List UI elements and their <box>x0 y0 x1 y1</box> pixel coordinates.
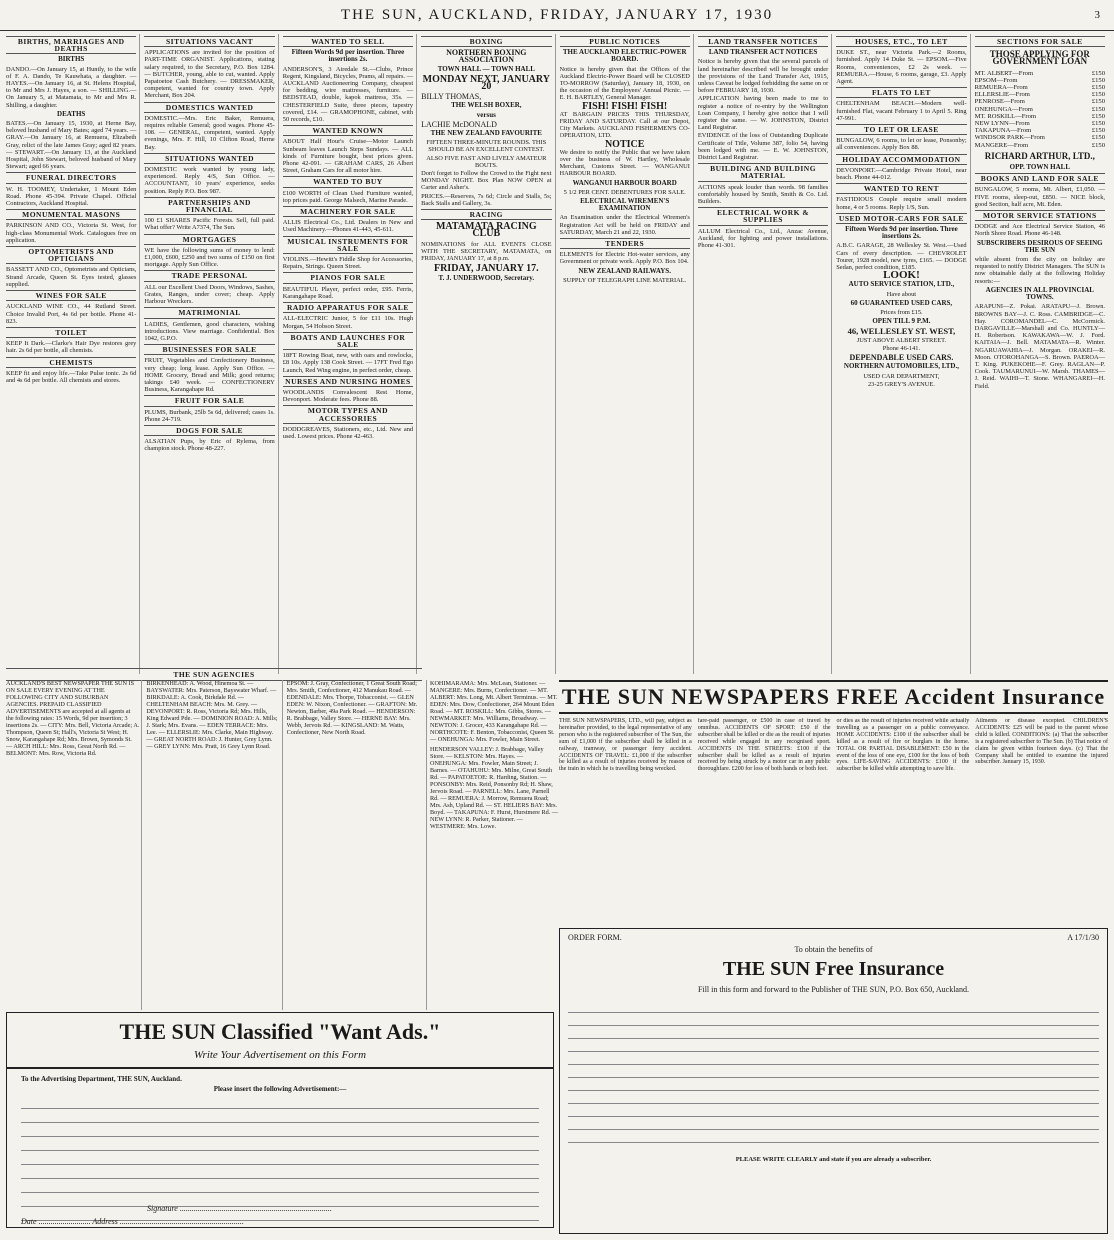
section-place: REMUERA—From <box>974 84 1028 92</box>
richard-arthur: RICHARD ARTHUR, LTD., <box>984 150 1095 161</box>
holiday-ads: DEVONPORT.—Cambridge Private Hotel, near beach. Phone 44-012. <box>836 166 967 182</box>
racing-secretary: T. J. UNDERWOOD, Secretary. <box>438 274 535 283</box>
section-price-row <box>975 91 1105 98</box>
fruit-heading: FRUIT FOR SALE <box>144 395 274 406</box>
building-ad: ACTIONS speak louder than words. 98 families comfortably housed by Smith, Smith & Co. Ltd. Builders. <box>697 183 829 206</box>
section-price-row <box>975 113 1105 120</box>
mortgages-heading: MORTGAGES <box>144 234 274 245</box>
holiday-heading: HOLIDAY ACCOMMODATION <box>836 154 966 165</box>
wanganui-notice: 5 1/2 PER CENT. DEBENTURES FOR SALE. <box>563 188 686 196</box>
auto-phone: Phone 46-141. <box>882 344 921 352</box>
auto-station-name: AUTO SERVICE STATION, LTD., <box>848 280 955 289</box>
racing-club: MATAMATA RACING CLUB <box>435 221 537 240</box>
section-price-row <box>975 142 1105 149</box>
section-price-row <box>975 106 1105 113</box>
land-transfer-notice-2: APPLICATION having been made to me to register a notice of re-entry by the Wellington Loan Company, I hereby give notice that I will register the same. — W. JOHNSTON, District Land Registrar. <box>697 95 829 132</box>
section-price-row <box>975 84 1105 91</box>
nurses-ads: WOODLANDS Convalescent Rest Home, Devonport. Moderate fees. Phone 88. <box>282 388 414 404</box>
musical-ads: VIOLINS.—Hewitt's Fiddle Shop for Accessories, Repairs, Strings. Queen Street. <box>282 256 414 271</box>
motor-service-heading: MOTOR SERVICE STATIONS <box>975 210 1105 221</box>
section-place: ELLERSLIE—From <box>974 91 1030 99</box>
flats-ads: CHELTENHAM BEACH.—Modern well-furnished Flat, vacant February 1 to April 5. Ring 47-991. <box>836 100 967 122</box>
provincial-agencies-list: ARAPUNI—Z. Pokai. ARATAPU—J. Brown. BROWNS BAY—J. C. Ross. CAMBRIDGE—C. Hay. COROMANDEL—C. McCormick. DARGAVILLE—Marshall and Co. HUNTLY—H. Robertson. KAWAKAWA—W. J. Ford. KAITAIA—J. Bell. MATAMATA—R. Winter. NGARUAWAHIA—J. Morgan. ORAKEI—R. Moon. OTOROHANGA—S. Brown. PAEROA—T. King. PUKEKOHE—F. Grey. RAGLAN—P. Cook. TAUMARUNUI—W. Marsh. THAMES—J. Reid. WAIHI—T. Stone. WHANGAREI—H. Field. <box>974 303 1105 390</box>
nurses-heading: NURSES AND NURSING HOMES <box>283 376 413 387</box>
motor-accessories-heading: MOTOR TYPES AND ACCESSORIES <box>283 405 413 423</box>
wanted-known-heading: WANTED KNOWN <box>283 125 413 136</box>
upper-columns <box>6 34 1108 674</box>
want-ads-signature-row[interactable]: Signature ............................................................................ <box>147 1204 332 1213</box>
want-ads-date-row[interactable]: Date .......................... Address .............................................................. <box>21 1217 244 1226</box>
insurance-terms-col-3: or dies as the result of injuries received while actually travelling as a passenger on a public conveyance. HOME ACCIDENTS: £100 if the subscriber shall be killed as a result of fire or burglars in the home. TOTAL OR PARTIAL DISABLEMENT: £50 in the event of the loss of one eye, £100 for the loss of both eyes. LIFE-SAVING ACCIDENTS: £100 if the subscriber be killed while attempting to save life. <box>836 718 970 773</box>
auto-have: Have about <box>886 290 917 298</box>
agencies-column-5-text: HENDERSON VALLEY: J. Brabbage, Valley Store. — KELSTON: Mrs. Hayes. — ONEHUNGA: Mrs. Fowler, Main Street; J. Barnes. — OTAHUHU: Mrs. Milne, Great South Rd. — PAPATOETOE: R. Harding, Station. — PONSONBY: Mrs. Reid, Ponsonby Rd; H. Shaw, Jervois Road. — PARNELL: Mrs. Lane, Parnell Rd. — REMUERA: J. Morrow, Remuera Road; Mrs. Ash, Upland Rd. — ST. HELIERS BAY: Mrs. Boyd. — TAKAPUNA: F. Hurst, Hurstmere Rd. — NEW LYNN: R. Parker, Stationer. — WESTMERE: Mrs. Lowe. <box>430 746 558 830</box>
richard-arthur-address: OPP. TOWN HALL <box>1009 163 1070 172</box>
government-loan-title: THOSE APPLYING FOR GOVERNMENT LOAN <box>989 49 1090 67</box>
subscribers-heading: SUBSCRIBERS DESIROUS OF SEEING THE SUN <box>977 238 1103 254</box>
agencies-column-4 <box>426 680 558 1010</box>
want-ads-recipient: To the Advertising Department, THE SUN, Auckland. <box>21 1075 182 1083</box>
section-price: £150 <box>1091 120 1105 128</box>
sections-heading: SECTIONS FOR SALE <box>975 36 1105 47</box>
agencies-column-4-text: KOHIMARAMA: Mrs. McLean, Stationer. — MANGERE: Mrs. Burns, Confectioner. — MT. ALBERT: Mrs. Long, Mt. Albert Terminus. — MT. EDEN: Mrs. Dow, Confectioner, 264 Mount Eden Road. — MT. ROSKILL: Mrs. Gibbs, Stores. — NEWMARKET: Mrs. Williams, Broadway. — NEWTON: J. Grocer, 433 Karangahape Rd. — NORTHCOTE: F. Benton, Tobacconist, Queen St. — ONEHUNGA: Mrs. Fowler, Main Street. <box>430 680 558 743</box>
section-price-row <box>975 77 1105 84</box>
fruit-ads: PLUMS, Burbank, 25lb 5s 6d, delivered; cases 1s. Phone 24-719. <box>144 408 275 423</box>
order-obtain-text: To obtain the benefits of <box>794 945 873 954</box>
tenders-ad: ELEMENTS for Electric Hot-water services, any Government or private work. Apply P.O. Box 104. <box>559 251 690 266</box>
section-price: £150 <box>1091 84 1105 92</box>
monumental-heading: MONUMENTAL MASONS <box>6 209 136 220</box>
optometrists-heading: OPTOMETRISTS AND OPTICIANS <box>6 246 136 264</box>
let-lease-ads: BUNGALOW, 6 rooms, to let or lease, Ponsonby; all conveniences. Apply Box 88. <box>836 137 967 152</box>
motor-accessories-ads: DODDGREAVES, Stationers, etc., Ltd. New and used. Lowest prices. Phone 42-463. <box>282 425 414 440</box>
order-fill-instructions: Fill in this form and forward to the Publisher of THE SUN, P.O. Box 650, Auckland. <box>698 985 969 994</box>
boxing-booking: Don't forget to Follow the Crowd to the Fight next MONDAY NIGHT. Box Plan NOW OPEN at Carter and Asher's. <box>421 170 552 192</box>
births-marriages-deaths-heading: BIRTHS, MARRIAGES AND DEATHS <box>6 36 136 54</box>
want-ads-form <box>6 1012 554 1228</box>
optometrists-ad: BASSETT AND CO., Optometrists and Opticians, Strand Arcade, Queen St. Eyes tested, glasses supplied. <box>6 266 137 288</box>
section-price: £150 <box>1091 98 1105 106</box>
boxing-prelims: ALSO FIVE FAST AND LIVELY AMATEUR BOUTS. <box>426 154 547 169</box>
northern-address: 23-25 GREY'S AVENUE. <box>867 380 935 388</box>
dogs-heading: DOGS FOR SALE <box>144 425 274 436</box>
section-price-row <box>975 70 1105 77</box>
wanted-to-sell-rates: Fifteen Words 9d per insertion. Three insertions 2s. <box>291 48 405 64</box>
sun-agencies-heading: THE SUN AGENCIES <box>6 668 422 681</box>
northern-automobiles: NORTHERN AUTOMOBILES, LTD., <box>843 362 959 371</box>
wanganui-heading: WANGANUI HARBOUR BOARD <box>572 178 677 187</box>
power-board-heading: THE AUCKLAND ELECTRIC-POWER BOARD. <box>562 48 687 64</box>
electrical-exam-heading: ELECTRICAL WIREMEN'S EXAMINATION <box>580 197 670 213</box>
section-place: NEW LYNN—From <box>974 120 1030 128</box>
date-label: Date <box>21 1217 37 1226</box>
situations-vacant-ads: APPLICATIONS are invited for the position of PART-TIME ORGANIST. Applications, stating salary required, to the Secretary, P.O. Box 1284. — BUTCHER, young, able to cut, wanted. Apply Papatoetoe Cash Butchery. — DRESSMAKER, competent, wanted for country town. Apply Merchant, Box 204. <box>144 49 275 100</box>
land-transfer-notice-1: Notice is hereby given that the several parcels of land hereinafter described will be brought under the provisions of the Land Transfer Act, 1915, unless Caveat be lodged forbidding the same on or before FEBRUARY 18, 1930. <box>697 58 829 95</box>
section-place: TAKAPUNA—From <box>974 127 1032 135</box>
section-price: £150 <box>1091 76 1105 84</box>
section-place: WINDSOR PARK—From <box>974 134 1045 142</box>
column-sections <box>975 34 1108 674</box>
electrical-exam-notice: An Examination under the Electrical Wiremen's Registration Act will be held on FRIDAY and SATURDAY, March 21 and 22, 1930. <box>559 214 690 236</box>
column-boxing <box>421 34 555 674</box>
used-motor-rates: Fifteen Words 9d per insertion. Three insertions 2s. <box>845 225 958 241</box>
wanted-to-sell-heading: WANTED TO SELL <box>283 36 413 47</box>
boxing-heading: BOXING <box>421 36 551 47</box>
radio-heading: RADIO APPARATUS FOR SALE <box>283 302 413 313</box>
wines-heading: WINES FOR SALE <box>6 290 136 301</box>
want-ads-instruction: Please insert the following Advertisement:— <box>213 1085 347 1093</box>
power-board-notice: Notice is hereby given that the Offices of the Auckland Electric-Power Board will be CLOSED TO-MORROW (Saturday), January 18, 1930, on the occasion of the Employees' Annual Picnic. — E. H. BARTLEY, General Manager. <box>559 65 690 102</box>
insurance-order-form <box>559 928 1108 1234</box>
want-ads-subtitle: Write Your Advertisement on this Form <box>7 1049 553 1069</box>
births-heading: BIRTHS <box>58 55 85 64</box>
notice-heading: NOTICE <box>604 138 645 150</box>
houses-ads: DUKE ST., near Victoria Park.—2 Rooms, furnished. Apply 14 Duke St. — EPSOM.—Five Rooms, conveniences, £2 2s week. — REMUERA.—House, 6 rooms, garage, £3. Apply Agent. <box>836 49 967 86</box>
insurance-terms-col-1: THE SUN NEWSPAPERS, LTD., will pay, subject as hereinafter provided, to the legal representative of any person who is the registered subscriber of The Sun, the sum of £1,000 if the subscriber shall be killed in a railway, tramway, or passenger ferry accident. ACCIDENTS OF TRAVEL: £1,000 if the subscriber be killed as a result of injuries received by reason of the train in which he is travelling being wrecked. <box>559 718 692 773</box>
matrimonial-heading: MATRIMONIAL <box>144 307 274 318</box>
provincial-agencies-heading: AGENCIES IN ALL PROVINCIAL TOWNS. <box>985 285 1094 302</box>
domestics-heading: DOMESTICS WANTED <box>144 102 274 113</box>
order-form-title: THE SUN Free Insurance <box>722 958 945 980</box>
auto-address-2: JUST ABOVE ALBERT STREET. <box>856 336 947 344</box>
businesses-heading: BUSINESSES FOR SALE <box>144 344 274 355</box>
dogs-ads: ALSATIAN Pups, by Eric of Rylema, from champion stock. Phone 48-227. <box>144 438 275 453</box>
insurance-title: THE SUN NEWSPAPERS FREE Accident Insurance <box>559 680 1108 714</box>
chemists-ad: KEEP fit and enjoy life.—Take Pulse tonic. 2s 6d and 4s 6d per bottle. All chemists and stores. <box>6 369 137 384</box>
section-price-row <box>975 98 1105 105</box>
wanted-to-buy-heading: WANTED TO BUY <box>283 176 413 187</box>
public-notices-heading: PUBLIC NOTICES <box>560 36 690 47</box>
auto-price: Prices from £15. <box>880 309 923 317</box>
fish-notice: AT BARGAIN PRICES THIS THURSDAY, FRIDAY AND SATURDAY. Call at our Depot, City Markets. AUCKLAND FISHERMEN'S CO-OPERATION, LTD. <box>559 110 690 140</box>
section-place: EPSOM—From <box>974 76 1018 84</box>
partnerships-heading: PARTNERSHIPS AND FINANCIAL <box>144 197 274 215</box>
funeral-heading: FUNERAL DIRECTORS <box>6 172 136 183</box>
wanted-rent-ads: FASTIDIOUS Couple require small modern home, 4 or 5 rooms. Reply 1/S, Sun. <box>836 196 967 211</box>
fighter-one-note: THE WELSH BOXER, <box>451 101 522 110</box>
toilet-heading: TOILET <box>6 327 136 338</box>
section-place: MANGERE—From <box>974 141 1029 149</box>
section-price: £150 <box>1091 91 1105 99</box>
column-land-transfer <box>698 34 832 674</box>
fighter-two: LACHIE McDONALD <box>421 119 497 129</box>
fighter-one: BILLY THOMAS, <box>421 92 482 102</box>
fighter-two-note: THE NEW ZEALAND FAVOURITE <box>430 129 542 138</box>
section-place: ONEHUNGA—From <box>974 105 1033 113</box>
section-price: £150 <box>1091 134 1105 142</box>
used-motor-ads: A.B.C. GARAGE, 28 Wellesley St. West.—Used Cars of every description. — CHEVROLET Tourer, 1928 model, new tyres, £165. — DODGE Sedan, perfect condition, £185. <box>836 242 967 272</box>
section-place: MT. ALBERT—From <box>974 69 1034 77</box>
let-lease-heading: TO LET OR LEASE <box>836 124 966 135</box>
racing-heading: RACING <box>421 209 551 220</box>
chemists-heading: CHEMISTS <box>6 357 136 368</box>
boxing-rounds: FIFTEEN THREE-MINUTE ROUNDS. THIS SHOULD BE AN EXCELLENT CONTEST. <box>426 139 547 154</box>
deaths-heading: DEATHS <box>57 109 86 118</box>
dependable-cars: DEPENDABLE USED CARS. <box>849 353 954 363</box>
auto-cars: 60 GUARANTEED USED CARS, <box>850 298 953 307</box>
flats-heading: FLATS TO LET <box>836 87 966 98</box>
want-ads-title: THE SUN Classified "Want Ads." <box>119 1019 441 1044</box>
boats-ads: 18FT Rowing Boat, new, with oars and rowlocks, £8 10s. Apply 138 Cook Street. — 17FT Fred Ego Launch, Red Wing engine, in perfect order, cheap. <box>282 352 414 374</box>
section-price: £150 <box>1091 69 1105 77</box>
pianos-heading: PIANOS FOR SALE <box>283 272 413 283</box>
wanted-to-sell-ads: ANDERSON'S, 3 Airedale St.—Clubs, Prince Regent, Kingsland, Bicycles, Prams, all repairs. — AUCKLAND Auctioneering Company, cheapest for bedding, wire mattresses, furniture. — BEDSTEAD, double, kapok mattress, 35s. — CHESTERFIELD Suite, three pieces, tapestry covered, £14. — GRAMOPHONE, cabinet, with 50 records, £10. <box>282 65 414 124</box>
machinery-heading: MACHINERY FOR SALE <box>283 206 413 217</box>
deaths-notices: BATES.—On January 15, 1930, at Herne Bay, beloved husband of Mary Bates; aged 74 years. — GRAY.—On January 16, at Remuera, Elizabeth Gray, relict of the late James Gray; aged 82 years. — STEWART.—On January 13, at the Auckland Hospital, John Stewart, beloved husband of Mary Stewart; aged 66 years. <box>6 120 137 171</box>
racing-notice: NOMINATIONS for ALL EVENTS CLOSE WITH THE SECRETARY, MATAMATA, on FRIDAY, JANUARY 17, at 8 p.m. <box>421 240 552 263</box>
wanted-rent-heading: WANTED TO RENT <box>836 183 966 194</box>
racing-date: FRIDAY, JANUARY 17. <box>433 263 539 275</box>
versus-label: versus <box>476 110 496 119</box>
section-price: £150 <box>1091 112 1105 120</box>
funeral-ad: W. H. TOOMEY, Undertaker, 1 Mount Eden Road. Phone 45-394. Private Chapel. Official Contractors, Auckland Hospital. <box>6 185 137 208</box>
section-price-list <box>975 70 1105 149</box>
order-form-label: ORDER FORM. <box>568 933 622 942</box>
used-motor-heading: USED MOTOR-CARS FOR SALE <box>836 213 966 224</box>
section-price-row <box>975 134 1105 141</box>
column-houses-cars <box>836 34 970 674</box>
boxing-date: MONDAY NEXT, JANUARY 20 <box>422 73 550 93</box>
insurance-terms-col-4: Ailments or disease excepted. CHILDREN'S ACCIDENTS: £25 will be paid to the parent whose child is killed. CONDITIONS: (a) That the subscriber is a registered subscriber to The Sun. (b) That notice of claim be given within fourteen days. (c) That the Company shall be entitled to examine the injured subscriber. January 15, 1930. <box>975 718 1108 766</box>
section-price-row <box>975 127 1105 134</box>
electrical-work-heading: ELECTRICAL WORK & SUPPLIES <box>698 207 828 225</box>
subscribers-text: while absent from the city on holiday are requested to notify District Managers. The SUN is now obtainable daily at the following Holiday resorts:— <box>974 256 1105 285</box>
businesses-ads: FRUIT, Vegetables and Confectionery Business, very cheap; long lease. Apply Sun Office. — HOME Grocery, Bread and Milk; good returns; takings £40 week. — CONFECTIONERY Business, Karangahape Rd. <box>144 357 275 394</box>
auto-open: OPEN TILL 9 P.M. <box>872 317 931 326</box>
building-heading: BUILDING AND BUILDING MATERIAL <box>698 163 828 181</box>
railways-notice: SUPPLY OF TELEGRAPH LINE MATERIAL. <box>563 276 687 284</box>
agencies-column-1: AUCKLAND'S BEST NEWSPAPER THE SUN IS ON SALE EVERY EVENING AT THE FOLLOWING CITY AND SUBURBAN AGENCIES. PREPAID CLASSIFIED ADVERTISEMENTS are accepted at all agents at the following rates: 15 Words, 9d per insertion; 3 insertions 2s. — CITY: Mrs. Bell, Victoria Arcade; A. Thompson, Queen St; Hall's, Victoria St West; H. Snow, Karangahape Rd; Mrs. Brown, Symonds St. — ARCH HILL: Mrs. Ross, Great North Rd. — BELMONT: Mrs. Row, Victoria Rd. <box>6 680 142 1010</box>
trade-personal-ads: ALL our Excellent Used Doors, Windows, Sashes, Grates, Ranges, under cover; cheap. Apply Harbour Wreckers. <box>144 283 275 306</box>
page-number: 3 <box>1094 9 1102 21</box>
boats-heading: BOATS AND LAUNCHES FOR SALE <box>283 332 413 350</box>
section-price: £150 <box>1091 105 1105 113</box>
land-transfer-heading: LAND TRANSFER NOTICES <box>698 36 828 47</box>
order-form-header <box>568 933 1099 942</box>
boxing-association: NORTHERN BOXING ASSOCIATION <box>446 48 527 65</box>
tenders-heading: TENDERS <box>560 238 690 249</box>
masthead <box>0 0 1114 31</box>
houses-heading: HOUSES, ETC., TO LET <box>836 36 966 47</box>
wanted-to-buy-ads: £100 WORTH of Clean Used Furniture wanted, top prices paid. George Malsech, Marine Parade. <box>282 189 414 204</box>
monumental-ad: PARKINSON AND CO., Victoria St. West, for high-class Monumental Work. Catalogues free on application. <box>6 222 137 244</box>
insurance-terms-col-2: fare-paid passenger, or £500 in case of travel by omnibus. ACCIDENTS OF SPORT: £50 if the subscriber shall be killed or die as the result of injuries received while engaged in any recognised sport. ACCIDENTS IN THE STREETS: £100 if the subscriber shall be killed as a result of injuries received by being struck by a motor car in any public thoroughfare. £200 for loss of both hands or both feet. <box>697 718 831 773</box>
land-transfer-act: LAND TRANSFER ACT NOTICES <box>708 48 818 57</box>
situations-vacant-heading: SITUATIONS VACANT <box>144 36 274 47</box>
mortgages-ads: WE have the following sums of money to lend: £1,000, £600, £250 and two sums of £150 on first mortgage. Apply Sun Office. <box>144 246 275 269</box>
column-public-notices <box>560 34 694 674</box>
births-notices: DANDO.—On January 15, at Huntly, to the wife of F. A. Dando, Te Kauwhata, a daughter. — HAYES.—On January 16, at St. Helens Hospital, to Mr and Mrs J. Hayes, a son. — SHILLING.—On January 5, at Matamata, to Mr and Mrs R. Shilling, a daughter. <box>6 65 137 109</box>
insurance-terms <box>559 718 1108 868</box>
wanted-known-ads: ABOUT Half Hour's Cruise—Motor Launch Sunbeam leaves Launch Steps Sundays. — ALL kinds of Furniture bought, best prices given. Phone 42-091. — GRAHAM CARS, 26 Albert Street, Graham Cars for all motor hire. <box>282 138 414 175</box>
partnerships-ads: 100 £1 SHARES Pacific Forests. Sell, full paid. What offer? Write A7374, The Sun. <box>144 217 275 232</box>
address-label: Address <box>92 1217 118 1226</box>
machinery-ads: ALLIS Electrical Co., Ltd. Dealers in New and Used Machinery.—Phones 41-443, 45-611. <box>282 219 414 234</box>
boxing-venue: TOWN HALL — TOWN HALL <box>437 64 535 73</box>
agencies-column-3: EPSOM: J. Gray, Confectioner, 1 Great South Road; Mrs. Smith, Confectioner, 412 Manukau Road. — EDENDALE: Mrs. Thorpe, Tobacconist. — GLEN EDEN: W. Nixon, Confectioner. — GRAFTON: Mr. Newton, Barber, 49a Park Road. — HENDERSON: R. Brabbage, Valley Store. — HERNE BAY: Mrs. Webb, Jervois Rd. — KINGSLAND: M. Watts, Confectioner, New North Road. <box>286 680 418 736</box>
situations-wanted-heading: SITUATIONS WANTED <box>144 153 274 164</box>
look-heading: LOOK! <box>883 269 920 282</box>
trade-personal-heading: TRADE PERSONAL <box>144 270 274 281</box>
order-form-lines[interactable] <box>568 1000 1099 1150</box>
section-price-row <box>975 120 1105 127</box>
northern-dept: USED CAR DEPARTMENT, <box>863 372 940 380</box>
radio-ads: ALL-ELECTRIC Junior, 5 for £11 10s. Hugh Morgan, 54 Hobson Street. <box>282 315 414 330</box>
railways-heading: NEW ZEALAND RAILWAYS. <box>578 266 671 275</box>
section-price: £150 <box>1091 127 1105 135</box>
agencies-column-2: BIRKENHEAD: A. Wood, Hinemoa St. — BAYSWATER: Mrs. Paterson, Bayswater Wharf. — BIRKDALE: A. Cook, Birkdale Rd. — CHELTENHAM BEACH: Mrs. M. Grey. — DEVONPORT: R. Ross, Victoria Rd; Mrs. Hills, King Edward Pde. — DOMINION ROAD: A. Mills; J. Stark; Mrs. Evans. — EDEN TERRACE: Mrs. Lee. — ELLERSLIE: Mrs. Clarke, Main Highway. — GREAT NORTH ROAD: J. Hunter, Grey Lynn. — GREY LYNN: Mrs. Pratt, 16 Grey Lynn Road. <box>146 680 282 1010</box>
boxing-prices: PRICES.—Reserves, 7s 6d; Circle and Stalls, 5s; Back Stalls and Gallery, 3s. <box>421 192 552 207</box>
column-births-deaths <box>6 34 140 674</box>
motor-service-ads: DODGE and Ace Electrical Service Station, 46 North Shore Road. Phone 46-148. <box>974 223 1105 238</box>
masthead-title: THE SUN, AUCKLAND, FRIDAY, JANUARY 17, 1930 <box>340 7 774 23</box>
land-transfer-notice-3: EVIDENCE of the loss of Outstanding Duplicate Certificate of Title, Volume 387, folio 54, having been lodged with me. — E. W. JOHNSTON, District Land Registrar. <box>697 132 829 162</box>
musical-heading: MUSICAL INSTRUMENTS FOR SALE <box>283 236 413 254</box>
pianos-ads: BEAUTIFUL Player, perfect order, £95. Ferris, Karangahape Road. <box>282 285 414 300</box>
auto-address: 46, WELLESLEY ST. WEST, <box>847 325 956 336</box>
situations-wanted-ads: DOMESTIC work wanted by young lady, experienced. Reply 4/S, Sun Office. — ACCOUNTANT, 10 years' experience, seeks position. Reply P.O. Box 987. <box>144 166 275 195</box>
section-price: £150 <box>1091 141 1105 149</box>
electrical-work-ad: ALLUM Electrical Co., Ltd., Anzac Avenue, Auckland, for lighting and power installations. Phone 41-301. <box>697 227 829 250</box>
column-wanted <box>283 34 417 674</box>
books-land-heading: BOOKS AND LAND FOR SALE <box>975 173 1105 184</box>
lower-section <box>6 670 1108 1230</box>
fish-heading: FISH! FISH! FISH! <box>582 100 668 112</box>
order-form-footer: PLEASE WRITE CLEARLY and state if you are already a subscriber. <box>735 1156 932 1163</box>
matrimonial-ads: LADIES, Gentlemen, good characters, wishing introductions. View marriage. Confidential. Box 1042, G.P.O. <box>144 320 275 342</box>
wines-ad: AUCKLAND WINE CO., 44 Rutland Street. Choice Invalid Port, 4s 6d per bottle. Phone 41-823. <box>6 303 137 325</box>
section-place: PENROSE—From <box>974 98 1025 106</box>
section-place: MT. ROSKILL—From <box>974 112 1037 120</box>
signature-label: Signature <box>147 1204 178 1213</box>
order-form-code: A 17/1/30 <box>1067 933 1099 942</box>
column-situations <box>144 34 278 674</box>
books-land-ads: BUNGALOW, 5 rooms, Mt. Albert, £1,050. — FIVE rooms, sleep-out, £850. — NICE block, good Section, half acre, Mt. Eden. <box>974 186 1105 208</box>
toilet-ad: KEEP It Dark.—Clarke's Hair Dye restores grey hair. 2s 6d per bottle, all chemists. <box>6 340 137 355</box>
notice-text: We desire to notify the Public that we have taken over the business of W. Hartley, Wholesale Merchant, Customs Street. — WANGANUI HARBOUR BOARD. <box>559 148 690 178</box>
sun-agencies-block <box>6 680 422 1010</box>
domestics-ads: DOMESTIC.—Mrs. Eric Baker, Remuera, requires reliable General; good wages. Phone 45-108. — GENERAL, competent, wanted. Apply evenings, Mrs. F. Hill, 10 Clifton Road, Herne Bay. <box>144 114 275 151</box>
